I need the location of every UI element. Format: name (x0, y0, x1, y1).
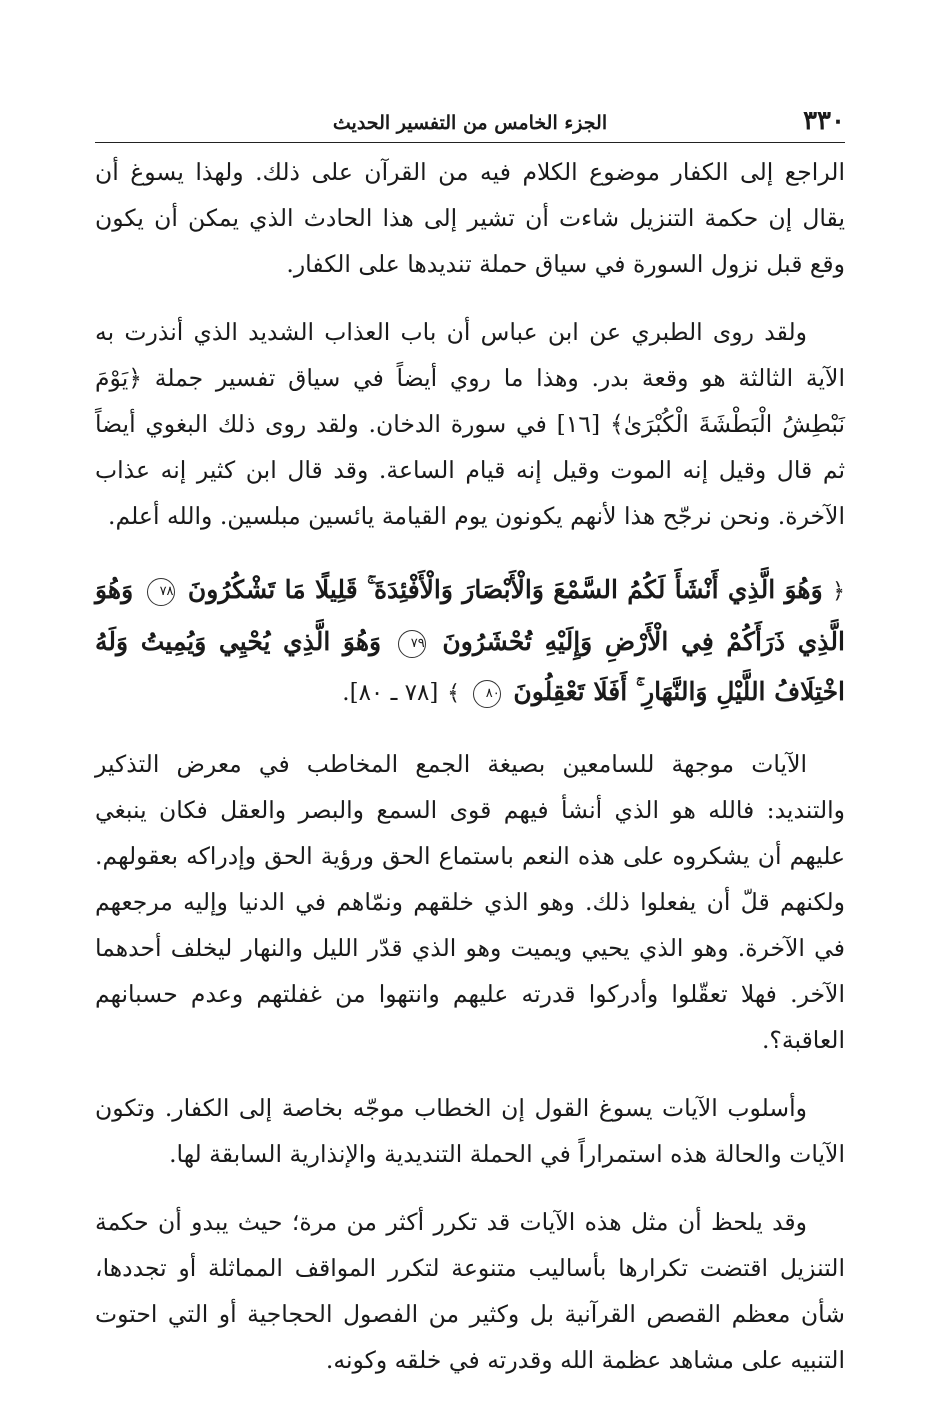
verse-reference: [٧٨ ـ ٨٠]. (342, 680, 439, 706)
ayah-marker-79: ٧٩ (398, 630, 426, 658)
paragraph-3: الآيات موجهة للسامعين بصيغة الجمع المخاطب في معرض التذكير والتنديد: فالله هو الذي أنشأ فيهم قوى السمع والبصر والعقل فكان ينبغي عليهم أن يشكروه على هذه النعم باستماع الحق ورؤية الحق وإدراكه بعقولهم. ولكنهم قلّ أن يفعلوا ذلك. وهو الذي خلقهم ونمّاهم في الدنيا وإليه مرجعهم في الآخرة. وهو الذي يحيي ويميت وهو الذي قدّر الليل والنهار ليخلف أحدهما الآخر. فهلا تعقّلوا وأدركوا قدرته عليهم وانتهوا من غفلتهم وعدم حسبانهم العاقبة؟. (95, 750, 845, 1054)
paragraph-1: الراجع إلى الكفار موضوع الكلام فيه من القرآن على ذلك. ولهذا يسوغ أن يقال إن حكمة التنزيل شاءت أن تشير إلى هذا الحادث الذي يمكن أن يكون وقع قبل نزول السورة في سياق حملة تنديدها على الكفار. (95, 158, 845, 278)
paragraph-5: وقد يلحظ أن مثل هذه الآيات قد تكرر أكثر من مرة؛ حيث يبدو أن حكمة التنزيل اقتضت تكرارها بأساليب متنوعة لتكرر المواقف المماثلة أو تجددها، شأن معظم القصص القرآنية بل وكثير من الفصول الحجاجية أو التي احتوت التنبيه على مشاهد عظمة الله وقدرته في خلقه وكونه. (95, 1208, 845, 1374)
quran-close-bracket: ﴾ (447, 681, 460, 706)
verse-79-text: وَهُوَ الَّذِي ذَرَأَكُمْ فِي الْأَرْضِ وَإِلَيْهِ تُحْشَرُونَ (95, 575, 845, 656)
verse-80-text: وَهُوَ الَّذِي يُحْيِي وَيُمِيتُ وَلَهُ اخْتِلَافُ اللَّيْلِ وَالنَّهَارِ ۚ أَفَلَا تَعْقِلُونَ (95, 627, 845, 706)
running-title: الجزء الخامس من التفسير الحديث (332, 112, 608, 134)
quran-open-bracket: ﴿ (832, 579, 845, 604)
paragraph-2: ولقد روى الطبري عن ابن عباس أن باب العذاب الشديد الذي أنذرت به الآية الثالثة هو وقعة بدر. وهذا ما روي أيضاً في سياق تفسير جملة ﴿يَوْمَ نَبْطِشُ الْبَطْشَةَ الْكُبْرَىٰ﴾ [١٦] في سورة الدخان. ولقد روى ذلك البغوي أيضاً ثم قال وقيل إنه الموت وقيل إنه قيام الساعة. وقد قال ابن كثير إنه عذاب الآخرة. ونحن نرجّح هذا لأنهم يكونون يوم القيامة يائسين مبلسين. والله أعلم. (95, 318, 845, 530)
verse-78-text: وَهُوَ الَّذِي أَنْشَأَ لَكُمُ السَّمْعَ وَالْأَبْصَارَ وَالْأَفْئِدَةَ ۚ قَلِيلًا مَا تَشْكُرُونَ (187, 575, 823, 604)
ayah-marker-80: ٨٠ (473, 680, 501, 708)
paragraph-4: وأسلوب الآيات يسوغ القول إن الخطاب موجّه بخاصة إلى الكفار. وتكون الآيات والحالة هذه استمراراً في الحملة التنديدية والإنذارية السابقة لها. (95, 1094, 845, 1168)
page-number: ٣٣٠ (803, 106, 845, 136)
page (95, 100, 845, 1405)
ayah-marker-78: ٧٨ (147, 578, 175, 606)
body-text (95, 149, 845, 1383)
quran-verses-block (95, 565, 845, 719)
running-header (95, 100, 845, 143)
